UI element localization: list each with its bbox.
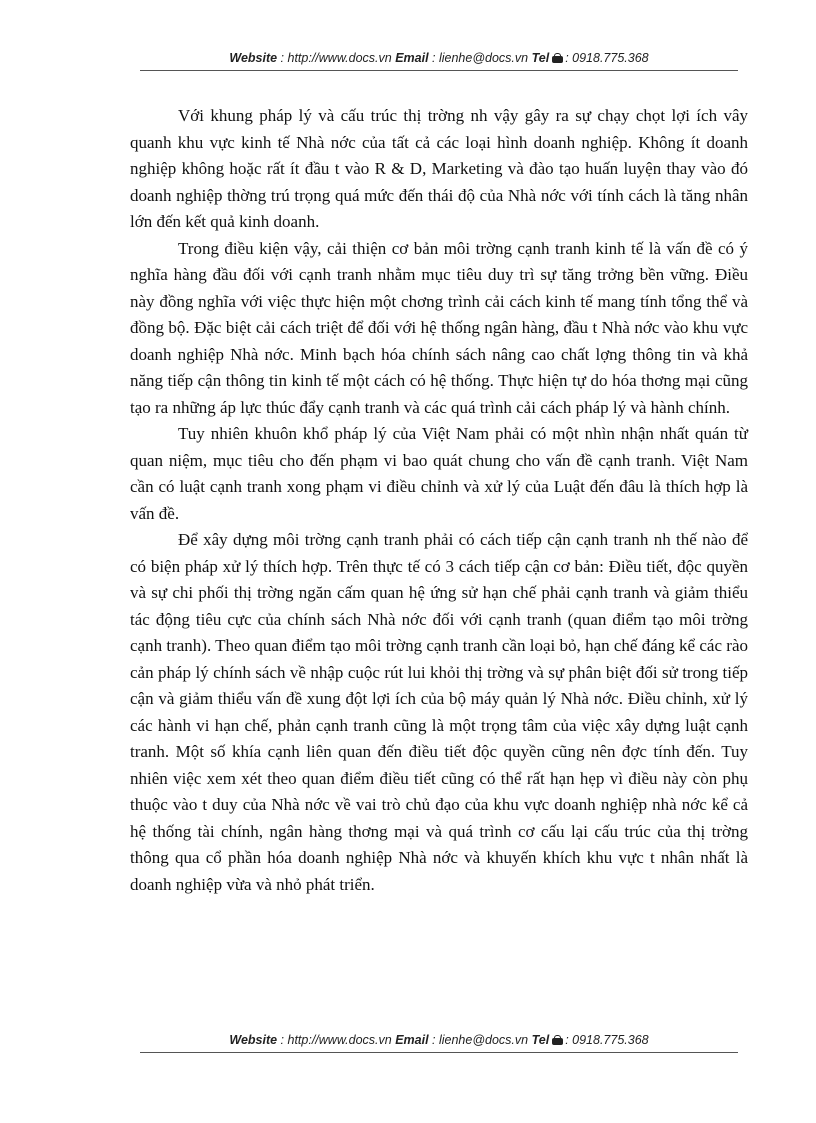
header-email-address[interactable]: : lienhe@docs.vn bbox=[428, 51, 532, 65]
paragraph-2: Trong điều kiện vậy, cải thiện cơ bản môi trờng cạnh tranh kinh tế là vấn đề có ý nghĩa hàng đầu đối với cạnh tranh nhằm mục tiêu duy trì sự tăng trởng bền vững. Điều này đồng nghĩa với việc thực hiện một chơng trình cải cách kinh tế mang tính tổng thể và đồng bộ. Đặc biệt cải cách triệt để đối với hệ thống ngân hàng, đầu t Nhà nớc vào khu vực doanh nghiệp Nhà nớc. Minh bạch hóa chính sách nâng cao chất lợng thông tin và khả năng tiếp cận thông tin kinh tế một cách có hệ thống. Thực hiện tự do hóa thơng mại cũng tạo ra những áp lực thúc đẩy cạnh tranh và các quá trình cải cách pháp lý và hành chính. bbox=[130, 238, 748, 417]
phone-icon bbox=[552, 1035, 563, 1045]
footer-tel-label: Tel bbox=[531, 1033, 550, 1047]
page-header bbox=[140, 50, 738, 71]
paragraph-4: Để xây dựng môi trờng cạnh tranh phải có cách tiếp cận cạnh tranh nh thế nào để có biện pháp xử lý thích hợp. Trên thực tế có 3 cách tiếp cận cơ bản: Điều tiết, độc quyền và sự chi phối thị trờng ngăn cấm quan hệ ứng sử hạn chế phải cạnh tranh và giảm thiểu tác động tiêu cực của chính sách Nhà nớc đối với cạnh tranh (quan điểm tạo môi trờng cạnh tranh). Theo quan điểm tạo môi trờng cạnh tranh cần loại bỏ, hạn chế đáng kể các rào cản pháp lý chính sách về nhập cuộc rút lui khỏi thị trờng và sự phân biệt đối sử trong tiếp cận và giảm thiểu vấn đề xung đột lợi ích của bộ máy quản lý Nhà nớc. Điều chỉnh, xử lý các hành vi hạn chế, phản cạnh tranh cũng là một trọng tâm của việc xây dựng luật cạnh tranh. Một số khía cạnh liên quan đến điều tiết độc quyền cũng nên đợc tính đến. Tuy nhiên việc xem xét theo quan điểm điều tiết cũng có thể rất hạn hẹp vì điều này còn phụ thuộc vào t duy của Nhà nớc về vai trò chủ đạo của khu vực doanh nghiệp nhà nớc kể cả hệ thống tài chính, ngân hàng thơng mại và quá trình cơ cấu lại cấu trúc của thị trờng thông qua cổ phần hóa doanh nghiệp Nhà nớc và khuyến khích khu vực t nhân nhất là doanh nghiệp vừa và nhỏ phát triển. bbox=[130, 530, 748, 894]
footer-email-label: Email bbox=[395, 1033, 429, 1047]
header-website-label: Website bbox=[229, 51, 278, 65]
header-website-url[interactable]: : http://www.docs.vn bbox=[277, 51, 396, 65]
footer-website-label: Website bbox=[229, 1033, 278, 1047]
header-email-label: Email bbox=[395, 51, 429, 65]
header-tel-label: Tel bbox=[531, 51, 550, 65]
page-footer bbox=[140, 1032, 738, 1053]
paragraph-3: Tuy nhiên khuôn khổ pháp lý của Việt Nam phải có một nhìn nhận nhất quán từ quan niệm, mục tiêu cho đến phạm vi bao quát chung cho vấn đề cạnh tranh. Việt Nam cần có luật cạnh tranh xong phạm vi điều chỉnh và xử lý của Luật đến đâu là thích hợp là vấn đề. bbox=[130, 424, 748, 523]
document-body bbox=[130, 103, 748, 898]
footer-email-address[interactable]: : lienhe@docs.vn bbox=[428, 1033, 532, 1047]
footer-tel-number: : 0918.775.368 bbox=[565, 1033, 649, 1047]
footer-website-url[interactable]: : http://www.docs.vn bbox=[277, 1033, 396, 1047]
phone-icon bbox=[552, 53, 563, 63]
header-tel-number: : 0918.775.368 bbox=[565, 51, 649, 65]
paragraph-1: Với khung pháp lý và cấu trúc thị trờng nh vậy gây ra sự chạy chọt lợi ích vây quanh khu vực kinh tế Nhà nớc của tất cả các loại hình doanh nghiệp. Không ít doanh nghiệp không hoặc rất ít đầu t vào R & D, Marketing và đào tạo huấn luyện thay vào đó doanh nghiệp thờng trú trọng quá mức đến thái độ của Nhà nớc với tính cách là tăng nhân lớn đến kết quả kinh doanh. bbox=[130, 106, 748, 231]
